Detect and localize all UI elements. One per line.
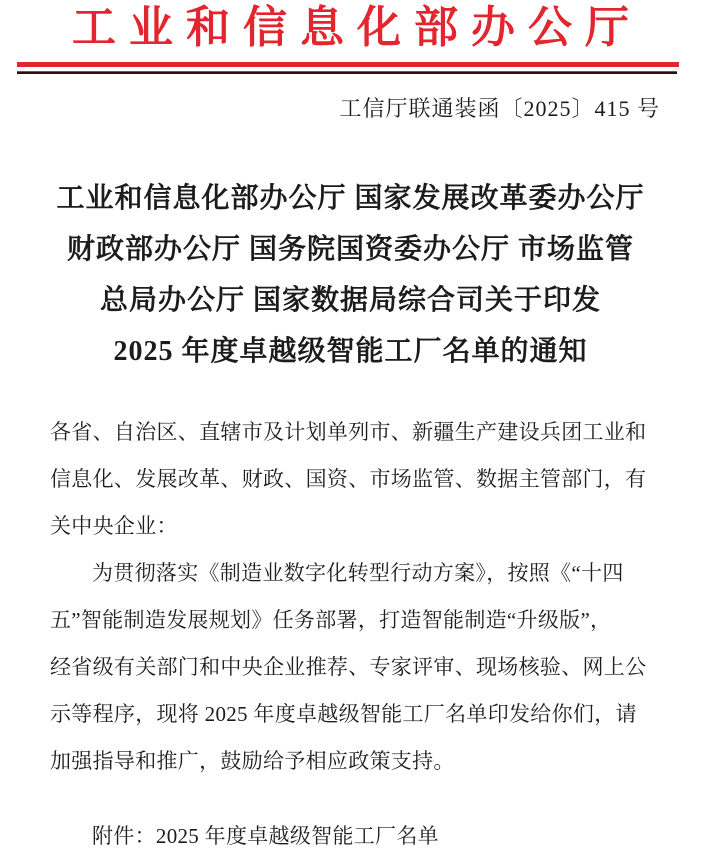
text-line: 五”智能制造发展规划》任务部署，打造智能制造“升级版”， — [50, 608, 612, 632]
recipients-salutation — [50, 409, 651, 550]
text-line: 总局办公厅 国家数据局综合司关于印发 — [99, 285, 601, 316]
thin-separator-line — [17, 71, 677, 74]
text-line: 经省级有关部门和中央企业推荐、专家评审、现场核验、网上公 — [50, 655, 647, 679]
attachment-note: 附件：2025 年度卓越级智能工厂名单 — [92, 824, 439, 848]
text-line: 关中央企业： — [50, 514, 178, 538]
issuing-agency-masthead: 工业和信息化部办公厅 — [72, 3, 642, 52]
body-paragraph — [50, 550, 651, 785]
text-line: 2025 年度卓越级智能工厂名单的通知 — [113, 336, 588, 367]
text-line: 工业和信息化部办公厅 国家发展改革委办公厅 — [56, 183, 645, 214]
text-line: 加强指导和推广，鼓励给予相应政策支持。 — [50, 749, 455, 773]
document-body — [50, 409, 651, 860]
document-title — [0, 173, 701, 377]
red-separator-line — [17, 62, 679, 67]
text-line: 各省、自治区、直辖市及计划单列市、新疆生产建设兵团工业和 — [50, 420, 647, 444]
text-line: 信息化、发展改革、财政、国资、市场监管、数据主管部门，有 — [50, 467, 647, 491]
document-reference-number: 工信厅联通装函〔2025〕415 号 — [339, 96, 660, 121]
text-line: 为贯彻落实《制造业数字化转型行动方案》，按照《“十四 — [92, 561, 624, 585]
text-line: 财政部办公厅 国务院国资委办公厅 市场监管 — [66, 234, 634, 265]
text-line: 示等程序，现将 2025 年度卓越级智能工厂名单印发给你们，请 — [50, 702, 637, 726]
